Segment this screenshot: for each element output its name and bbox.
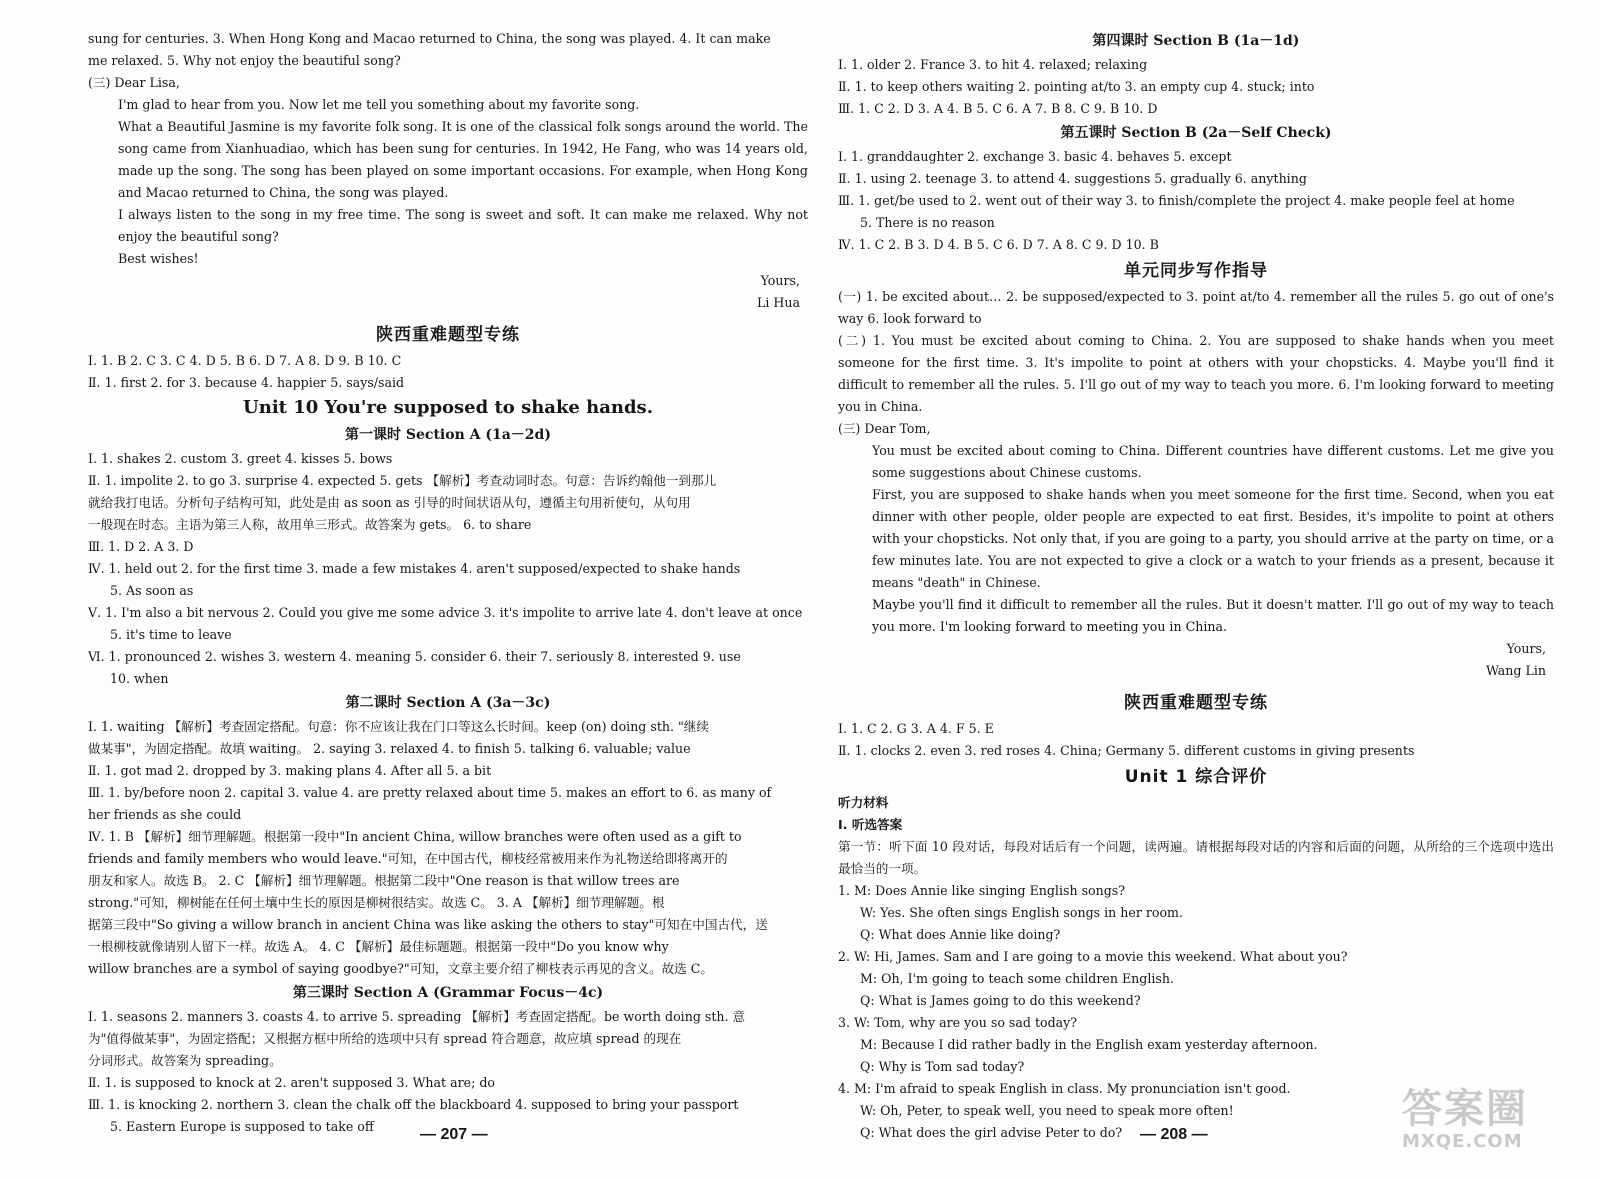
watermark-logo [1402, 1087, 1560, 1161]
letter-closing: Best wishes! [118, 251, 199, 266]
section-heading: Unit 1 综合评价 [1124, 767, 1268, 787]
answer-line: sung for centuries. 3. When Hong Kong and Macao returned to China, the song was played. 4. It can make [88, 31, 771, 46]
lesson-heading: 第一课时 Section A (1a－2d) [345, 427, 551, 443]
answer-line: Ⅱ. 1. clocks 2. even 3. red roses 4. China; Germany 5. different customs in giving presents [838, 743, 1415, 758]
writing-answer: (二) 1. You must be excited about coming to China. 2. You are supposed to shake hands when you meet someone for the first time. 3. It's impolite to point at others with your chopsticks. 4. Maybe you'll find it difficult to remember all the rules. 5. I'll go out of my way to teach you more. 6. I'm looking forward to meeting you in China. [838, 333, 1554, 414]
answer-line: Ⅴ. 1. I'm also a bit nervous 2. Could you give me some advice 3. it's impolite to arrive late 4. don't leave at once [88, 605, 803, 620]
section-heading: 单元同步写作指导 [1124, 261, 1268, 281]
answer-line: 一般现在时态。主语为第三人称，故用单三形式。故答案为 gets。 6. to share [88, 517, 532, 532]
answer-line: Ⅲ. 1. by/before noon 2. capital 3. value 4. are pretty relaxed about time 5. makes an effort to 6. as many of [88, 785, 772, 800]
letter-paragraph: I always listen to the song in my free time. The song is sweet and soft. It can make me relaxed. Why not enjoy the beautiful song? [118, 207, 808, 244]
section-heading: 陕西重难题型专练 [1124, 693, 1268, 713]
answer-line: Ⅱ. 1. first 2. for 3. because 4. happier 5. says/said [88, 375, 405, 390]
dialog-line: W: Yes. She often sings English songs in her room. [860, 905, 1183, 920]
left-page [88, 28, 808, 1138]
lesson-heading: 第二课时 Section A (3a－3c) [345, 695, 551, 711]
answer-line: Ⅱ. 1. using 2. teenage 3. to attend 4. suggestions 5. gradually 6. anything [838, 171, 1307, 186]
answer-line: Ⅰ. 1. granddaughter 2. exchange 3. basic 4. behaves 5. except [838, 149, 1232, 164]
answer-line: 一根柳枝就像请别人留下一样。故选 A。 4. C 【解析】最佳标题题。根据第一段中"Do you know why [88, 939, 669, 954]
lesson-heading: 第四课时 Section B (1a－1d) [1092, 33, 1300, 49]
answer-line: Ⅱ. 1. got mad 2. dropped by 3. making plans 4. After all 5. a bit [88, 763, 492, 778]
unit-title: Unit 10 You're supposed to shake hands. [243, 397, 653, 418]
answer-line: Ⅰ. 1. shakes 2. custom 3. greet 4. kisses 5. bows [88, 451, 393, 466]
answer-line: friends and family members who would leave."可知，在中国古代，柳枝经常被用来作为礼物送给即将离开的 [88, 851, 728, 866]
answer-line: Ⅲ. 1. D 2. A 3. D [88, 539, 194, 554]
answer-line: 为"值得做某事"，为固定搭配；又根据方框中所给的选项中只有 spread 符合题意，故应填 spread 的现在 [88, 1031, 682, 1046]
dialog-line: M: Oh, I'm going to teach some children English. [860, 971, 1174, 986]
letter-signature: Li Hua [757, 295, 800, 310]
dialog-line: W: Oh, Peter, to speak well, you need to speak more often! [860, 1103, 1234, 1118]
answer-line: 5. Eastern Europe is supposed to take off [110, 1119, 374, 1134]
dialog-line: Q: What does Annie like doing? [860, 927, 1061, 942]
letter-paragraph: First, you are supposed to shake hands when you meet someone for the first time. Second, when you eat dinner with other people, older people are expected to eat first. Besides, it's impolite to point at others with your chopsticks. Not only that, if you are going to a party, you should arrive at the party on time, or a few minutes late. You are not expected to give a clock or a watch to your friends as a present, because it means "death" in Chinese. [872, 487, 1554, 590]
answer-line: 做某事"，为固定搭配。故填 waiting。 2. saying 3. relaxed 4. to finish 5. talking 6. valuable; value [88, 741, 691, 756]
answer-line: Ⅲ. 1. get/be used to 2. went out of their way 3. to finish/complete the project 4. make people feel at home [838, 193, 1515, 208]
letter-signature: Wang Lin [1485, 663, 1546, 678]
answer-line: 据第三段中"So giving a willow branch in ancient China was like asking the others to stay"可知在中国古代，送 [88, 917, 768, 932]
answer-line: 5. There is no reason [860, 215, 995, 230]
answer-line: 朋友和家人。故选 B。 2. C 【解析】细节理解题。根据第二段中"One reason is that willow trees are [88, 873, 680, 888]
listening-intro: 第一节：听下面 10 段对话，每段对话后有一个问题，读两遍。请根据每段对话的内容和后面的问题，从所给的三个选项中选出最恰当的一项。 [838, 839, 1554, 876]
dialog-line: 3. W: Tom, why are you so sad today? [838, 1015, 1078, 1030]
answer-line: Ⅲ. 1. is knocking 2. northern 3. clean the chalk off the blackboard 4. supposed to bring your passport [88, 1097, 739, 1112]
listening-section: Ⅰ. 听选答案 [838, 817, 903, 832]
page-number-left: — 207 — [420, 1126, 488, 1143]
watermark-url: MXQE.COM [1402, 1131, 1523, 1152]
answer-line: her friends as she could [88, 807, 242, 822]
letter-paragraph: What a Beautiful Jasmine is my favorite folk song. It is one of the classical folk songs around the world. The song came from Xianhuadiao, which has been sung for centuries. In 1942, He Fang, who was 14 years old, made up the song. The song has been played on some important occasions. For example, when Hong Kong and Macao returned to China, the song was played. [118, 119, 808, 200]
answer-line: willow branches are a symbol of saying goodbye?"可知，文章主要介绍了柳枝表示再见的含义。故选 C。 [88, 961, 713, 976]
answer-line: Ⅳ. 1. B 【解析】细节理解题。根据第一段中"In ancient China, willow branches were often used as a gift to [88, 829, 742, 844]
section-heading: 陕西重难题型专练 [376, 325, 520, 345]
answer-line: Ⅰ. 1. C 2. G 3. A 4. F 5. E [838, 721, 994, 736]
answer-line: 5. it's time to leave [110, 627, 232, 642]
letter-opening: (三) Dear Lisa, [88, 75, 180, 90]
answer-line: strong."可知，柳树能在任何土壤中生长的原因是柳树很结实。故选 C。 3. A 【解析】细节理解题。根 [88, 895, 665, 910]
answer-line: 5. As soon as [110, 583, 194, 598]
answer-line: Ⅵ. 1. pronounced 2. wishes 3. western 4. meaning 5. consider 6. their 7. seriously 8. interested 9. use [88, 649, 741, 664]
answer-line: Ⅳ. 1. C 2. B 3. D 4. B 5. C 6. D 7. A 8. C 9. D 10. B [838, 237, 1159, 252]
dialog-line: 1. M: Does Annie like singing English songs? [838, 883, 1125, 898]
lesson-heading: 第五课时 Section B (2a－Self Check) [1060, 125, 1332, 141]
answer-line: Ⅰ. 1. waiting 【解析】考查固定搭配。句意：你不应该让我在门口等这么长时间。keep (on) doing sth. "继续 [88, 719, 709, 734]
dialog-line: 4. M: I'm afraid to speak English in class. My pronunciation isn't good. [838, 1081, 1291, 1096]
answer-line: Ⅰ. 1. B 2. C 3. C 4. D 5. B 6. D 7. A 8. D 9. B 10. C [88, 353, 402, 368]
answer-line: Ⅳ. 1. held out 2. for the first time 3. made a few mistakes 4. aren't supposed/expected to shake hands [88, 561, 741, 576]
page-number-right: — 208 — [1140, 1126, 1208, 1143]
listening-title: 听力材料 [838, 795, 889, 810]
letter-paragraph: You must be excited about coming to China. Different countries have different customs. Let me give you some suggestions about Chinese customs. [872, 443, 1554, 480]
writing-answer: (一) 1. be excited about… 2. be supposed/expected to 3. point at/to 4. remember all the rules 5. go out of one's way 6. look forward to [838, 289, 1554, 326]
answer-line: 分词形式。故答案为 spreading。 [88, 1053, 282, 1068]
right-page [838, 28, 1554, 1144]
answer-line: 就给我打电话。分析句子结构可知，此处是由 as soon as 引导的时间状语从句，遵循主句用祈使句，从句用 [88, 495, 691, 510]
answer-line: Ⅰ. 1. older 2. France 3. to hit 4. relaxed; relaxing [838, 57, 1148, 72]
lesson-heading: 第三课时 Section A (Grammar Focus－4c) [292, 985, 604, 1001]
dialog-line: Q: Why is Tom sad today? [860, 1059, 1025, 1074]
watermark-text: 答案圈 [1402, 1086, 1528, 1132]
letter-paragraph: I'm glad to hear from you. Now let me tell you something about my favorite song. [118, 97, 640, 112]
answer-line: 10. when [110, 671, 169, 686]
dialog-line: Q: What does the girl advise Peter to do? [860, 1125, 1123, 1140]
letter-paragraph: Maybe you'll find it difficult to remember all the rules. But it doesn't matter. I'll go out of my way to teach you more. I'm looking forward to meeting you in China. [872, 597, 1554, 634]
answer-line: Ⅲ. 1. C 2. D 3. A 4. B 5. C 6. A 7. B 8. C 9. B 10. D [838, 101, 1158, 116]
answer-line: Ⅱ. 1. to keep others waiting 2. pointing at/to 3. an empty cup 4. stuck; into [838, 79, 1315, 94]
answer-line: me relaxed. 5. Why not enjoy the beautiful song? [88, 53, 401, 68]
answer-line: Ⅰ. 1. seasons 2. manners 3. coasts 4. to arrive 5. spreading 【解析】考查固定搭配。be worth doing sth. 意 [88, 1009, 746, 1024]
letter-signature: Yours, [1506, 641, 1546, 656]
answer-line: Ⅱ. 1. impolite 2. to go 3. surprise 4. expected 5. gets 【解析】考查动词时态。句意：告诉约翰他一到那儿 [88, 473, 717, 488]
answer-line: Ⅱ. 1. is supposed to knock at 2. aren't supposed 3. What are; do [88, 1075, 495, 1090]
letter-signature: Yours, [760, 273, 800, 288]
dialog-line: M: Because I did rather badly in the English exam yesterday afternoon. [860, 1037, 1318, 1052]
dialog-line: 2. W: Hi, James. Sam and I are going to a movie this weekend. What about you? [838, 949, 1348, 964]
dialog-line: Q: What is James going to do this weekend? [860, 993, 1141, 1008]
letter-opening: (三) Dear Tom, [838, 421, 931, 436]
